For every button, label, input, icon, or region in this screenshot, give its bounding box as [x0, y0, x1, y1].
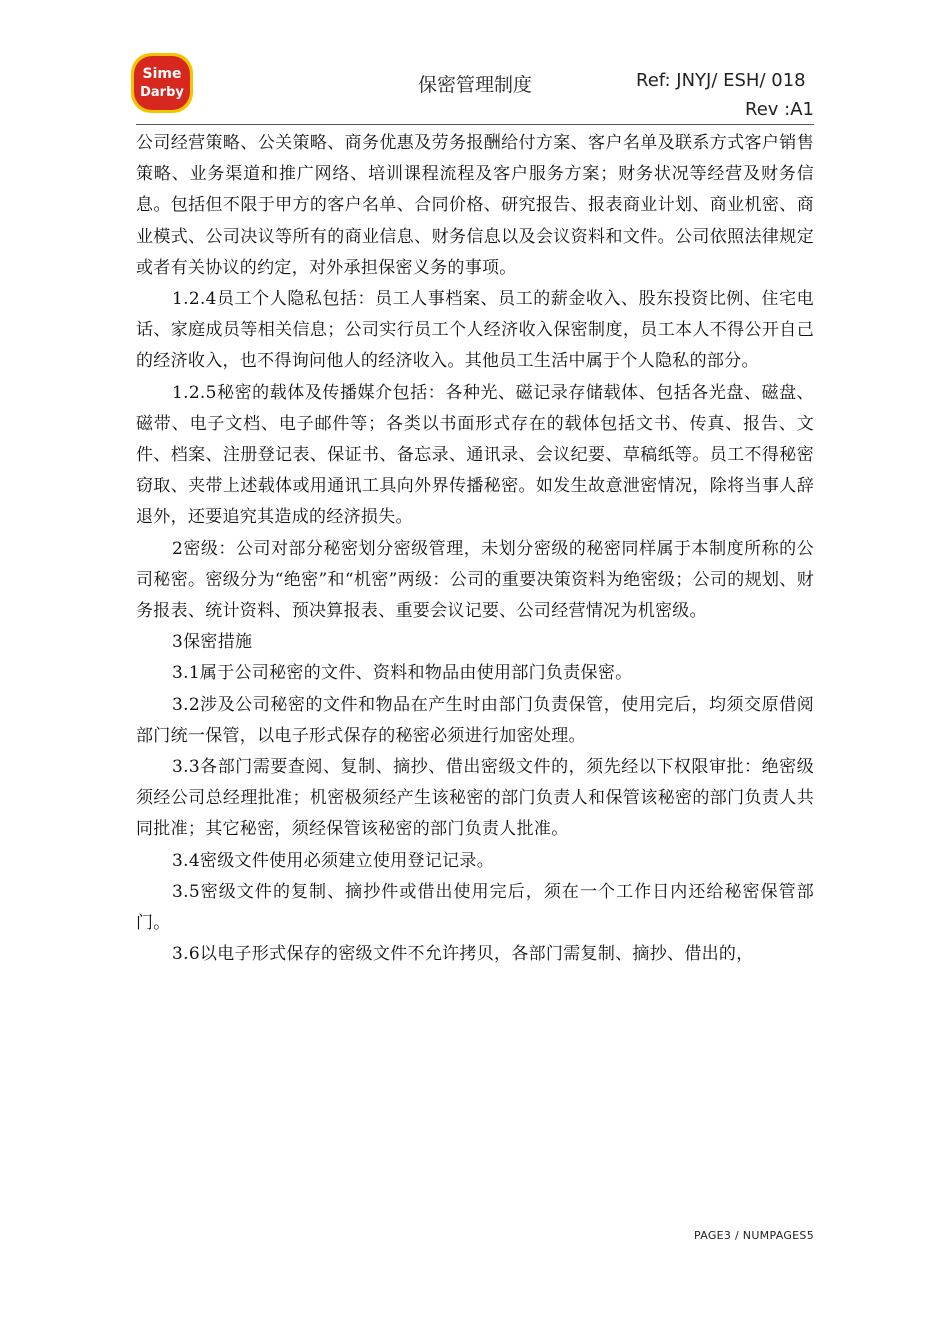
document-body	[136, 128, 814, 970]
sime-darby-logo	[130, 52, 194, 114]
paragraph-1: 1.2.4员工个人隐私包括：员工人事档案、员工的薪金收入、股东投资比例、住宅电话、家庭成员等相关信息；公司实行员工个人经济收入保密制度，员工本人不得公开自己的经济收入，也不得询问他人的经济收入。其他员工生活中属于个人隐私的部分。	[136, 289, 814, 372]
paragraph-4: 3保密措施	[172, 632, 253, 653]
paragraph-10: 3.6以电子形式保存的密级文件不允许拷贝，各部门需复制、摘抄、借出的，	[172, 944, 754, 965]
paragraph-9: 3.5密级文件的复制、摘抄件或借出使用完后，须在一个工作日内还给秘密保管部门。	[136, 881, 814, 934]
paragraph-3: 2密级：公司对部分秘密划分密级管理，未划分密级的秘密同样属于本制度所称的公司秘密。密级分为“绝密”和“机密”两级：公司的重要决策资料为绝密级；公司的规划、财务报表、统计资料、预决算报表、重要会议记要、公司经营情况为机密级。	[136, 538, 814, 622]
page-number-footer: PAGE3 / NUMPAGES5	[693, 1229, 814, 1242]
paragraph-6: 3.2涉及公司秘密的文件和物品在产生时由部门负责保管，使用完后，均须交原借阅部门统一保管，以电子形式保存的秘密必须进行加密处理。	[136, 694, 814, 746]
paragraph-5: 3.1属于公司秘密的文件、资料和物品由使用部门负责保密。	[172, 663, 633, 684]
paragraph-0: 公司经营策略、公关策略、商务优惠及劳务报酬给付方案、客户名单及联系方式客户销售策略、业务渠道和推广网络、培训课程流程及客户服务方案；财务状况等经营及财务信息。包括但不限于甲方的客户名单、合同价格、研究报告、报表商业计划、商业机密、商业模式、公司决议等所有的商业信息、财务信息以及会议资料和文件。公司依照法律规定或者有关协议的约定，对外承担保密义务的事项。	[136, 133, 814, 278]
document-title: 保密管理制度	[418, 74, 533, 96]
header-divider	[136, 124, 814, 125]
svg-text:Sime: Sime	[142, 66, 182, 82]
svg-text:Darby: Darby	[140, 85, 184, 100]
document-revision: Rev :A1	[745, 99, 814, 120]
paragraph-8: 3.4密级文件使用必须建立使用登记记录。	[172, 850, 495, 871]
paragraph-7: 3.3各部门需要查阅、复制、摘抄、借出密级文件的，须先经以下权限审批：绝密级须经公司总经理批准；机密极须经产生该秘密的部门负责人和保管该秘密的部门负责人共同批准；其它秘密，须经保管该秘密的部门负责人批准。	[136, 757, 814, 840]
paragraph-2: 1.2.5秘密的载体及传播媒介包括：各种光、磁记录存储载体、包括各光盘、磁盘、磁带、电子文档、电子邮件等；各类以书面形式存在的载体包括文书、传真、报告、文件、档案、注册登记表、保证书、备忘录、通讯录、会议纪要、草稿纸等。员工不得秘密窃取、夹带上述载体或用通讯工具向外界传播秘密。如发生故意泄密情况，除将当事人辞退外，还要追究其造成的经济损失。	[136, 382, 814, 528]
document-ref: Ref: JNYJ/ ESH/ 018	[636, 70, 806, 91]
